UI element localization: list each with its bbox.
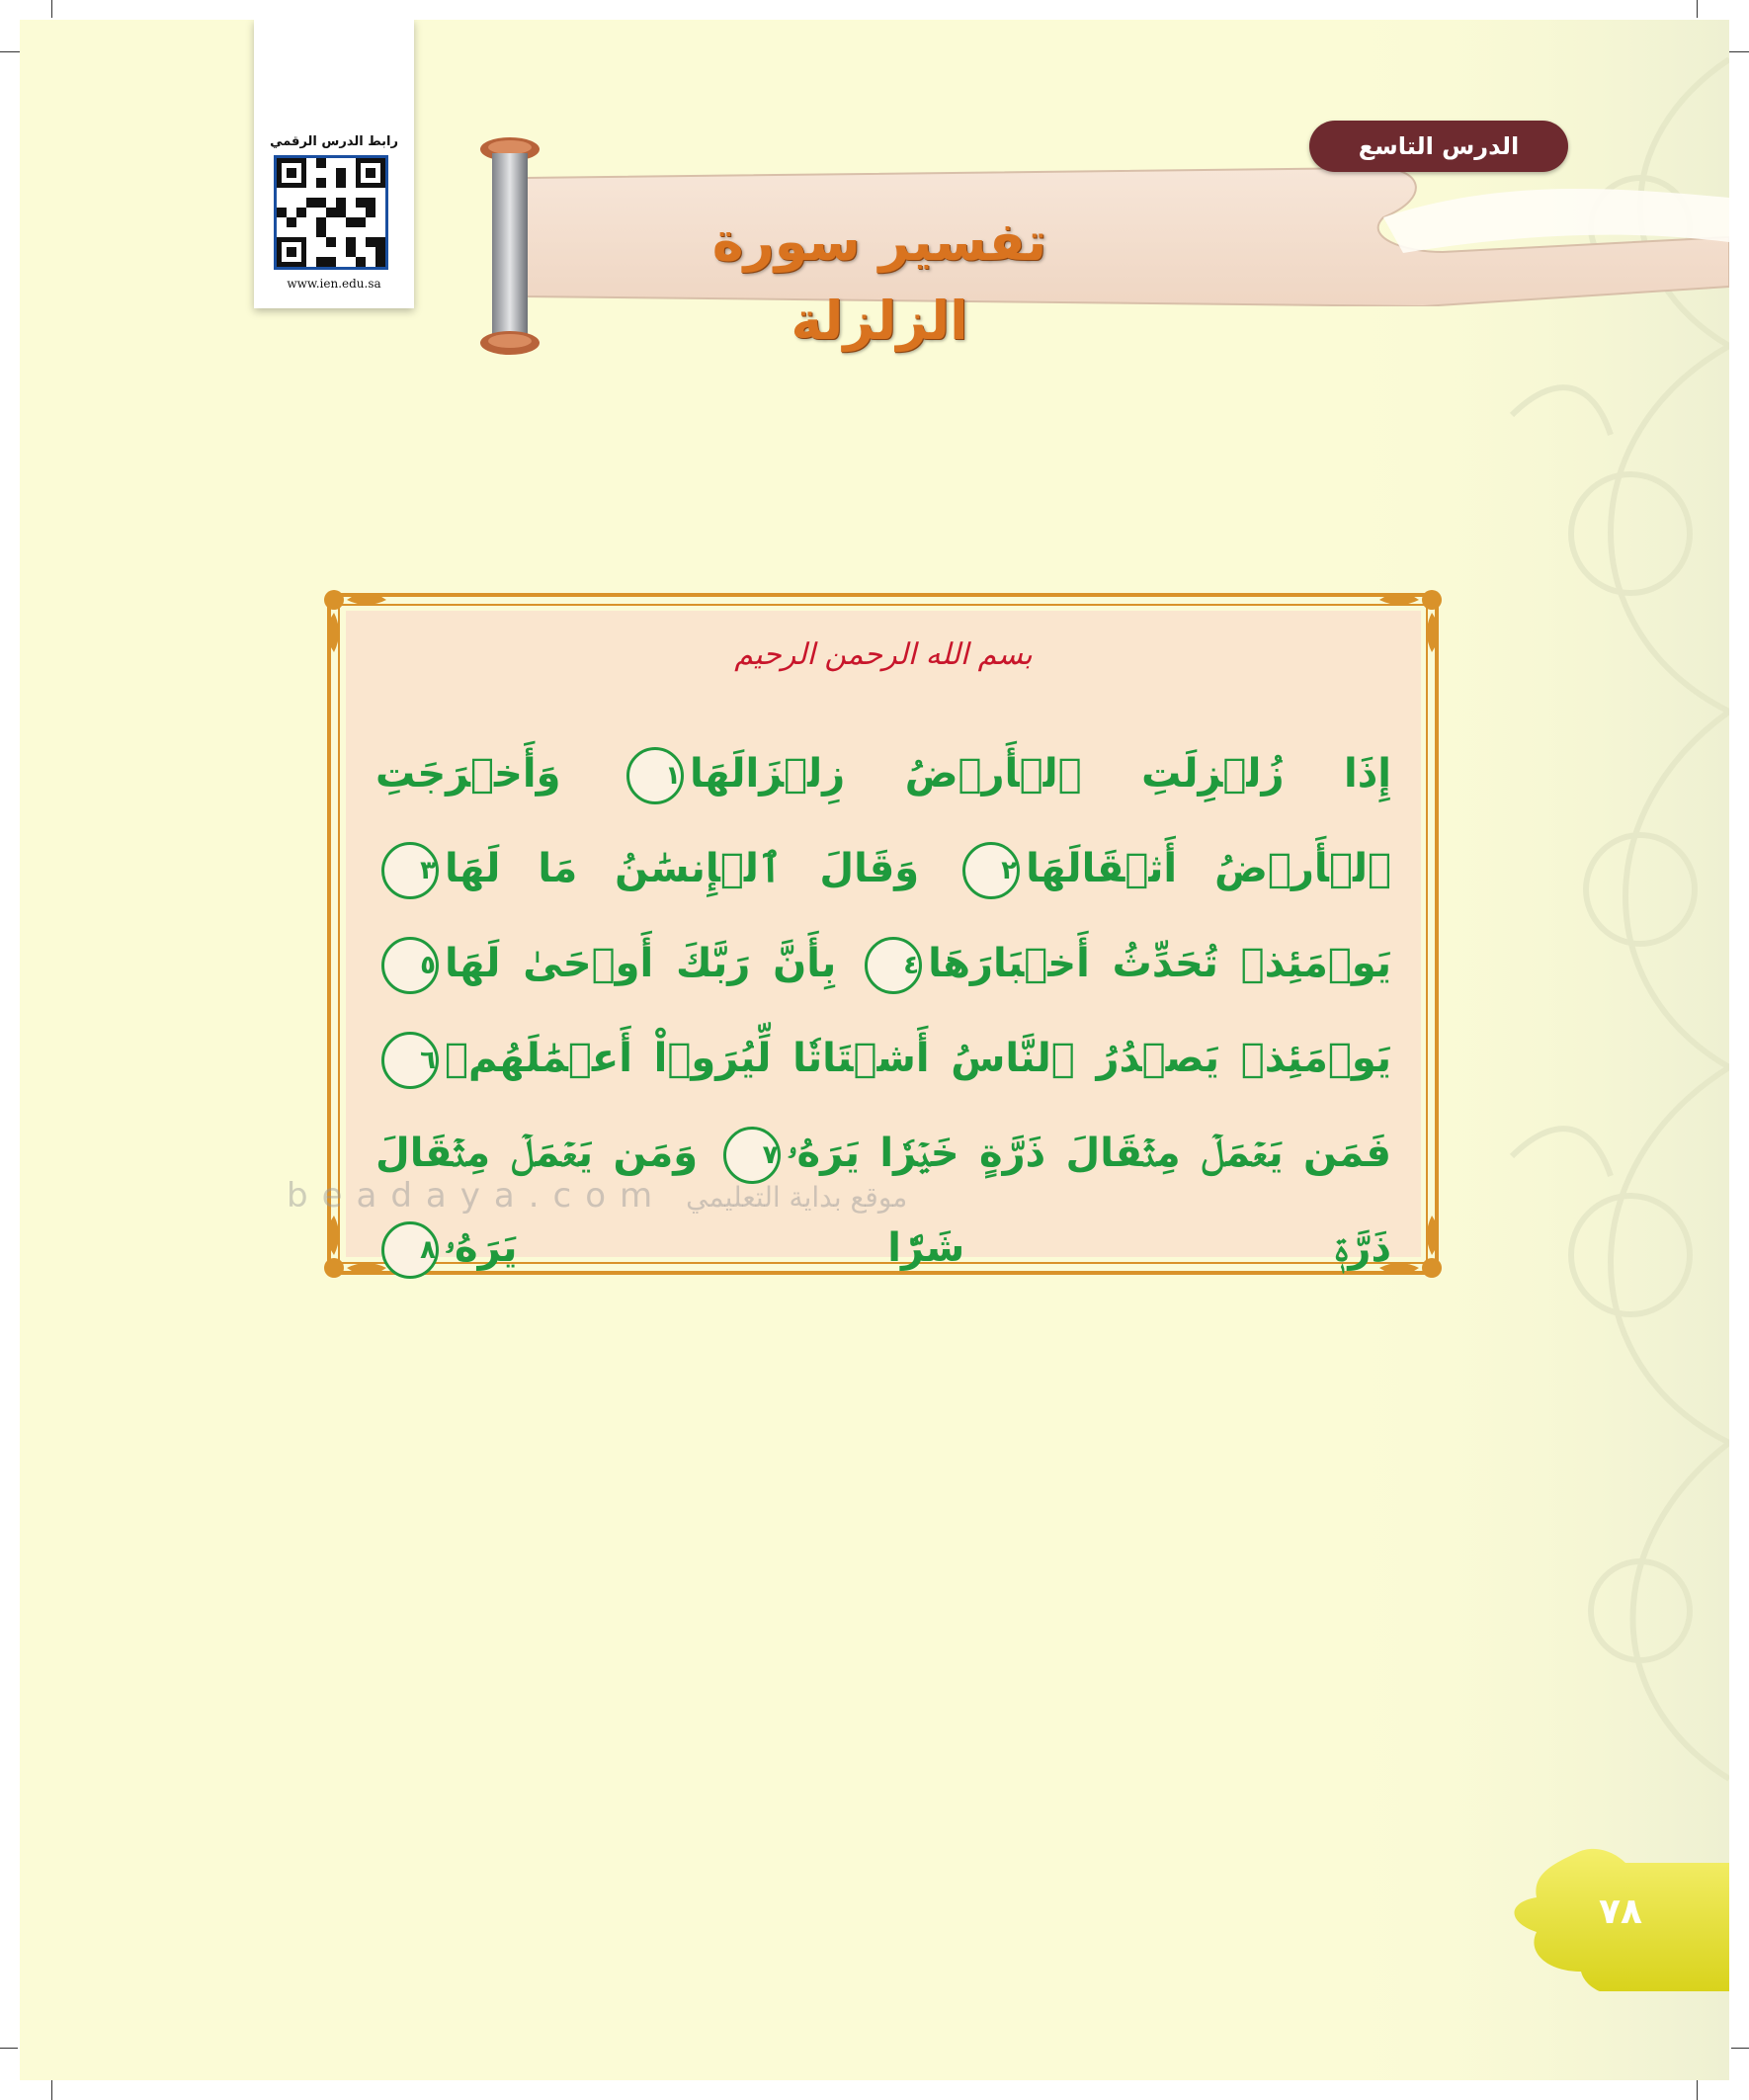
ayah-number-marker: ٤	[865, 937, 922, 994]
ayah-number-marker: ٥	[381, 937, 439, 994]
page-number: ٧٨	[1599, 1891, 1642, 1932]
textbook-page	[20, 20, 1729, 2080]
watermark-domain: beadaya.com	[287, 1176, 667, 1216]
qr-url[interactable]: www.ien.edu.sa	[287, 277, 381, 291]
verse-text: وَمَن يَعۡمَلۡ مِثۡقَالَ ذَرَّةٖ شَرّٗا يَرَهُۥ	[375, 1131, 1391, 1271]
verse-text: يَوۡمَئِذٖ يَصۡدُرُ ٱلنَّاسُ أَشۡتَاتٗا لِّيُرَوۡاْ أَعۡمَٰلَهُمۡ	[445, 1036, 1391, 1081]
verse-text: بِأَنَّ رَبَّكَ أَوۡحَىٰ لَهَا	[445, 941, 837, 986]
site-watermark	[287, 1176, 1176, 1235]
verse-text: فَمَن يَعۡمَلۡ مِثۡقَالَ ذَرَّةٍ خَيۡرٗا يَرَهُۥ	[787, 1131, 1391, 1176]
crop-mark	[0, 2048, 18, 2049]
verse-text: وَأَخۡرَجَتِ ٱلۡأَرۡضُ أَثۡقَالَهَا	[375, 751, 1391, 891]
scroll-roll-icon	[477, 135, 542, 358]
crop-mark	[1697, 0, 1698, 18]
ayah-number-marker: ٢	[962, 842, 1020, 899]
crop-mark	[1731, 2048, 1749, 2049]
digital-lesson-qr-card[interactable]	[254, 20, 414, 308]
ayah-number-marker: ٣	[381, 842, 439, 899]
verse-text: إِذَا زُلۡزِلَتِ ٱلۡأَرۡضُ زِلۡزَالَهَا	[690, 751, 1391, 797]
lesson-label-badge: الدرس التاسع	[1309, 121, 1568, 172]
qr-title: رابط الدرس الرقمي	[270, 134, 398, 149]
crop-mark	[51, 0, 52, 18]
page-title: تفسير سورة الزلزلة	[711, 210, 1047, 352]
ayah-number-marker: ١	[626, 747, 684, 804]
verse-text: يَوۡمَئِذٖ تُحَدِّثُ أَخۡبَارَهَا	[928, 941, 1391, 986]
basmala: بسم الله الرحمن الرحيم	[734, 637, 1033, 672]
ayah-number-marker: ٨	[381, 1221, 439, 1279]
ayah-number-marker: ٧	[723, 1127, 781, 1184]
qr-code-icon[interactable]	[274, 155, 388, 270]
ayah-number-marker: ٦	[381, 1032, 439, 1089]
verse-text: وَقَالَ ٱلۡإِنسَٰنُ مَا لَهَا	[445, 846, 920, 891]
watermark-label: موقع بداية التعليمي	[686, 1181, 908, 1214]
